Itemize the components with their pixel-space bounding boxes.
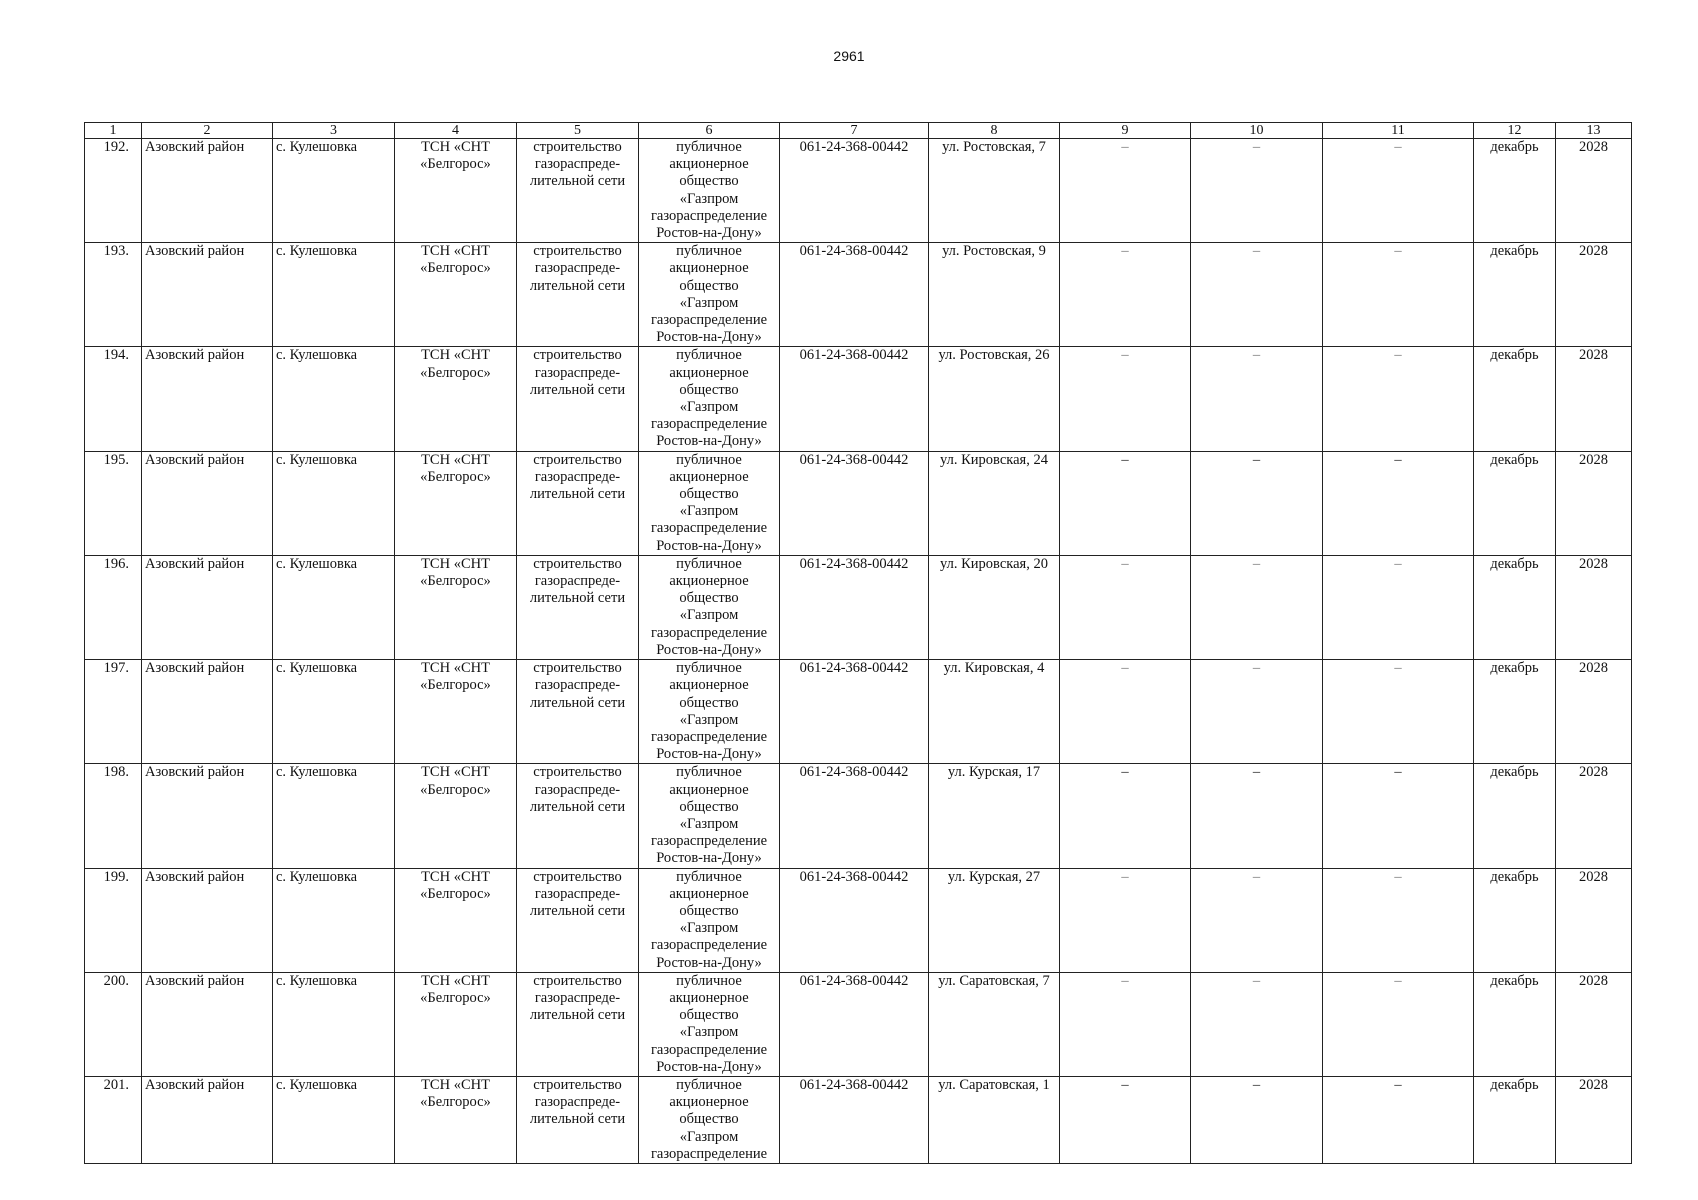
purpose-cell: строительство газораспреде- лительной сети <box>517 243 639 347</box>
applicant-cell: ТСН «СНТ «Белгорос» <box>395 243 517 347</box>
column-10-cell: – <box>1191 347 1323 451</box>
purpose-cell: строительство газораспреде- лительной сети <box>517 139 639 243</box>
district-cell: Азовский район <box>142 139 273 243</box>
column-11-cell: – <box>1323 972 1474 1076</box>
column-9-cell: – <box>1060 972 1191 1076</box>
column-header: 11 <box>1323 123 1474 139</box>
table-row <box>85 868 1632 972</box>
operator-cell: публичное акционерное общество «Газпром газораспределение Ростов-на-Дону» <box>639 764 780 868</box>
row-number: 193. <box>85 243 142 347</box>
column-11-cell: – <box>1323 660 1474 764</box>
column-10-cell: – <box>1191 660 1323 764</box>
applicant-cell: ТСН «СНТ «Белгорос» <box>395 347 517 451</box>
column-9-cell: – <box>1060 660 1191 764</box>
month-cell: декабрь <box>1474 451 1556 555</box>
code-cell: 061-24-368-00442 <box>780 764 929 868</box>
purpose-cell: строительство газораспреде- лительной сети <box>517 660 639 764</box>
year-cell: 2028 <box>1556 972 1632 1076</box>
year-cell: 2028 <box>1556 660 1632 764</box>
code-cell: 061-24-368-00442 <box>780 451 929 555</box>
settlement-cell: с. Кулешовка <box>273 451 395 555</box>
district-cell: Азовский район <box>142 868 273 972</box>
applicant-cell: ТСН «СНТ «Белгорос» <box>395 764 517 868</box>
year-cell: 2028 <box>1556 243 1632 347</box>
page-number: 2961 <box>833 48 865 64</box>
column-header: 3 <box>273 123 395 139</box>
column-11-cell: – <box>1323 555 1474 659</box>
address-cell: ул. Ростовская, 26 <box>929 347 1060 451</box>
month-cell: декабрь <box>1474 1076 1556 1163</box>
district-cell: Азовский район <box>142 1076 273 1163</box>
column-11-cell: – <box>1323 868 1474 972</box>
column-10-cell: – <box>1191 1076 1323 1163</box>
applicant-cell: ТСН «СНТ «Белгорос» <box>395 555 517 659</box>
settlement-cell: с. Кулешовка <box>273 660 395 764</box>
purpose-cell: строительство газораспреде- лительной сети <box>517 868 639 972</box>
table-row <box>85 139 1632 243</box>
district-cell: Азовский район <box>142 243 273 347</box>
code-cell: 061-24-368-00442 <box>780 555 929 659</box>
operator-cell: публичное акционерное общество «Газпром газораспределение Ростов-на-Дону» <box>639 972 780 1076</box>
address-cell: ул. Саратовская, 1 <box>929 1076 1060 1163</box>
column-number-row <box>85 123 1632 139</box>
column-header: 6 <box>639 123 780 139</box>
district-cell: Азовский район <box>142 347 273 451</box>
purpose-cell: строительство газораспреде- лительной сети <box>517 1076 639 1163</box>
month-cell: декабрь <box>1474 139 1556 243</box>
month-cell: декабрь <box>1474 243 1556 347</box>
column-header: 1 <box>85 123 142 139</box>
column-header: 4 <box>395 123 517 139</box>
column-header: 7 <box>780 123 929 139</box>
purpose-cell: строительство газораспреде- лительной сети <box>517 764 639 868</box>
table-row <box>85 555 1632 659</box>
operator-cell: публичное акционерное общество «Газпром газораспределение <box>639 1076 780 1163</box>
column-10-cell: – <box>1191 972 1323 1076</box>
month-cell: декабрь <box>1474 972 1556 1076</box>
column-10-cell: – <box>1191 243 1323 347</box>
operator-cell: публичное акционерное общество «Газпром газораспределение Ростов-на-Дону» <box>639 555 780 659</box>
code-cell: 061-24-368-00442 <box>780 243 929 347</box>
address-cell: ул. Курская, 27 <box>929 868 1060 972</box>
month-cell: декабрь <box>1474 347 1556 451</box>
registry-table <box>84 122 1632 1164</box>
column-11-cell: – <box>1323 347 1474 451</box>
address-cell: ул. Курская, 17 <box>929 764 1060 868</box>
operator-cell: публичное акционерное общество «Газпром газораспределение Ростов-на-Дону» <box>639 243 780 347</box>
year-cell: 2028 <box>1556 139 1632 243</box>
settlement-cell: с. Кулешовка <box>273 555 395 659</box>
table-row <box>85 764 1632 868</box>
operator-cell: публичное акционерное общество «Газпром газораспределение Ростов-на-Дону» <box>639 660 780 764</box>
applicant-cell: ТСН «СНТ «Белгорос» <box>395 868 517 972</box>
operator-cell: публичное акционерное общество «Газпром газораспределение Ростов-на-Дону» <box>639 139 780 243</box>
month-cell: декабрь <box>1474 660 1556 764</box>
district-cell: Азовский район <box>142 555 273 659</box>
applicant-cell: ТСН «СНТ «Белгорос» <box>395 660 517 764</box>
operator-cell: публичное акционерное общество «Газпром газораспределение Ростов-на-Дону» <box>639 347 780 451</box>
table-row <box>85 660 1632 764</box>
year-cell: 2028 <box>1556 1076 1632 1163</box>
address-cell: ул. Кировская, 20 <box>929 555 1060 659</box>
code-cell: 061-24-368-00442 <box>780 139 929 243</box>
column-11-cell: – <box>1323 764 1474 868</box>
operator-cell: публичное акционерное общество «Газпром газораспределение Ростов-на-Дону» <box>639 868 780 972</box>
column-11-cell: – <box>1323 139 1474 243</box>
address-cell: ул. Саратовская, 7 <box>929 972 1060 1076</box>
address-cell: ул. Ростовская, 9 <box>929 243 1060 347</box>
year-cell: 2028 <box>1556 868 1632 972</box>
table-row <box>85 347 1632 451</box>
operator-cell: публичное акционерное общество «Газпром газораспределение Ростов-на-Дону» <box>639 451 780 555</box>
year-cell: 2028 <box>1556 347 1632 451</box>
row-number: 197. <box>85 660 142 764</box>
column-9-cell: – <box>1060 868 1191 972</box>
settlement-cell: с. Кулешовка <box>273 972 395 1076</box>
column-header: 8 <box>929 123 1060 139</box>
year-cell: 2028 <box>1556 764 1632 868</box>
column-header: 13 <box>1556 123 1632 139</box>
settlement-cell: с. Кулешовка <box>273 347 395 451</box>
purpose-cell: строительство газораспреде- лительной сети <box>517 555 639 659</box>
column-header: 2 <box>142 123 273 139</box>
district-cell: Азовский район <box>142 660 273 764</box>
code-cell: 061-24-368-00442 <box>780 1076 929 1163</box>
column-9-cell: – <box>1060 243 1191 347</box>
column-9-cell: – <box>1060 139 1191 243</box>
column-11-cell: – <box>1323 243 1474 347</box>
purpose-cell: строительство газораспреде- лительной сети <box>517 347 639 451</box>
address-cell: ул. Кировская, 24 <box>929 451 1060 555</box>
settlement-cell: с. Кулешовка <box>273 243 395 347</box>
table-row <box>85 451 1632 555</box>
district-cell: Азовский район <box>142 451 273 555</box>
column-header: 10 <box>1191 123 1323 139</box>
month-cell: декабрь <box>1474 764 1556 868</box>
applicant-cell: ТСН «СНТ «Белгорос» <box>395 451 517 555</box>
code-cell: 061-24-368-00442 <box>780 868 929 972</box>
district-cell: Азовский район <box>142 764 273 868</box>
address-cell: ул. Ростовская, 7 <box>929 139 1060 243</box>
purpose-cell: строительство газораспреде- лительной сети <box>517 451 639 555</box>
column-9-cell: – <box>1060 1076 1191 1163</box>
column-10-cell: – <box>1191 139 1323 243</box>
district-cell: Азовский район <box>142 972 273 1076</box>
column-10-cell: – <box>1191 555 1323 659</box>
code-cell: 061-24-368-00442 <box>780 972 929 1076</box>
code-cell: 061-24-368-00442 <box>780 660 929 764</box>
column-11-cell: – <box>1323 1076 1474 1163</box>
row-number: 198. <box>85 764 142 868</box>
code-cell: 061-24-368-00442 <box>780 347 929 451</box>
column-header: 5 <box>517 123 639 139</box>
column-9-cell: – <box>1060 451 1191 555</box>
column-10-cell: – <box>1191 764 1323 868</box>
applicant-cell: ТСН «СНТ «Белгорос» <box>395 1076 517 1163</box>
row-number: 199. <box>85 868 142 972</box>
table-row <box>85 1076 1632 1163</box>
month-cell: декабрь <box>1474 555 1556 659</box>
table-row <box>85 972 1632 1076</box>
settlement-cell: с. Кулешовка <box>273 1076 395 1163</box>
year-cell: 2028 <box>1556 555 1632 659</box>
table-row <box>85 243 1632 347</box>
row-number: 195. <box>85 451 142 555</box>
address-cell: ул. Кировская, 4 <box>929 660 1060 764</box>
purpose-cell: строительство газораспреде- лительной сети <box>517 972 639 1076</box>
row-number: 196. <box>85 555 142 659</box>
row-number: 201. <box>85 1076 142 1163</box>
settlement-cell: с. Кулешовка <box>273 764 395 868</box>
applicant-cell: ТСН «СНТ «Белгорос» <box>395 139 517 243</box>
column-9-cell: – <box>1060 764 1191 868</box>
month-cell: декабрь <box>1474 868 1556 972</box>
column-10-cell: – <box>1191 868 1323 972</box>
column-10-cell: – <box>1191 451 1323 555</box>
settlement-cell: с. Кулешовка <box>273 868 395 972</box>
row-number: 194. <box>85 347 142 451</box>
applicant-cell: ТСН «СНТ «Белгорос» <box>395 972 517 1076</box>
column-9-cell: – <box>1060 555 1191 659</box>
table-body <box>85 139 1632 1164</box>
column-11-cell: – <box>1323 451 1474 555</box>
column-header: 12 <box>1474 123 1556 139</box>
row-number: 192. <box>85 139 142 243</box>
row-number: 200. <box>85 972 142 1076</box>
column-header: 9 <box>1060 123 1191 139</box>
column-9-cell: – <box>1060 347 1191 451</box>
year-cell: 2028 <box>1556 451 1632 555</box>
settlement-cell: с. Кулешовка <box>273 139 395 243</box>
